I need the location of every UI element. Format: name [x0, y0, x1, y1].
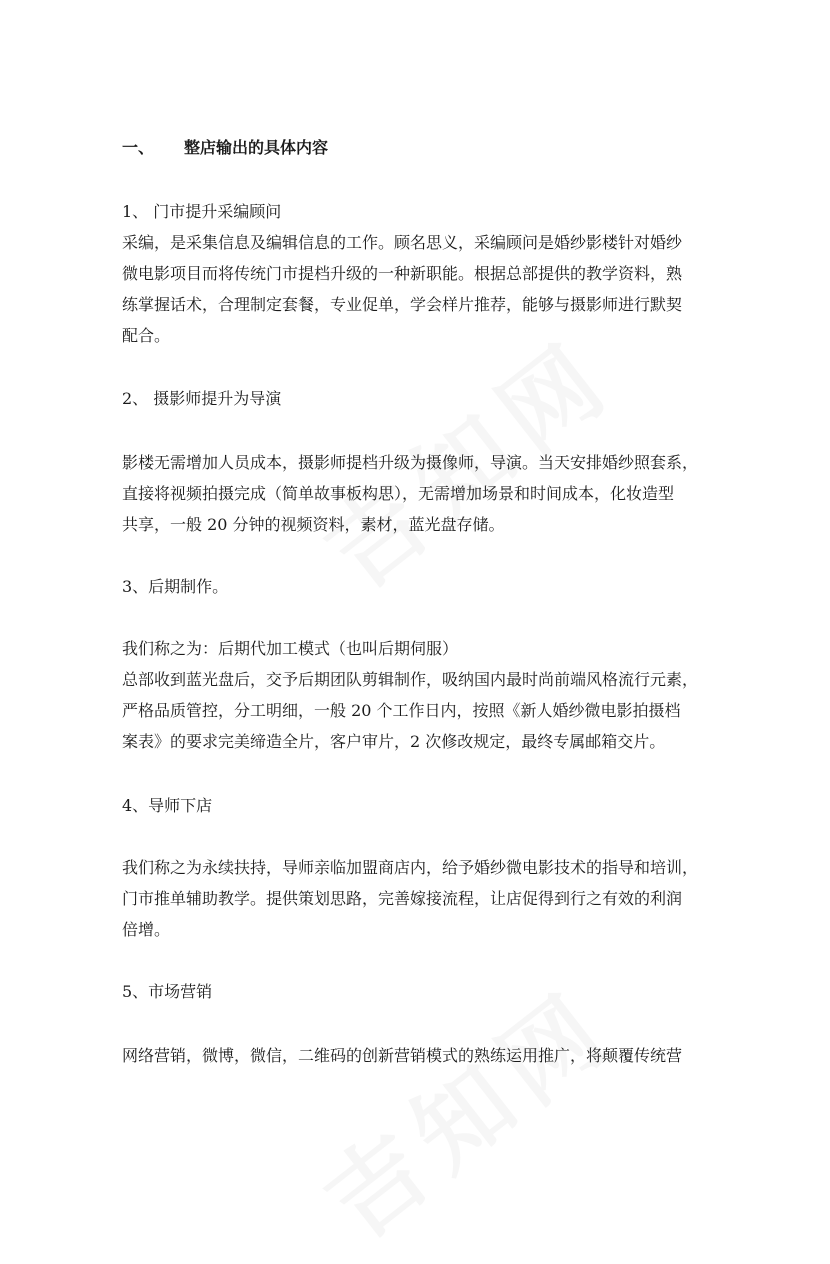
paragraph-line: 我们称之为永续扶持，导师亲临加盟商店内，给予婚纱微电影技术的指导和培训，	[122, 858, 699, 877]
subsection-title-5: 5、市场营销	[122, 982, 213, 1001]
subsection-title-4: 4、导师下店	[122, 796, 213, 815]
paragraph-line: 门市推单辅助教学。提供策划思路，完善嫁接流程，让店促得到行之有效的利润	[122, 889, 683, 908]
heading-title: 整店输出的具体内容	[184, 138, 329, 157]
paragraph-line: 直接将视频拍摄完成（简单故事板构思），无需增加场景和时间成本，化妆造型	[122, 484, 675, 503]
paragraph-line: 配合。	[122, 326, 171, 345]
paragraph-line: 微电影项目而将传统门市提档升级的一种新职能。根据总部提供的教学资料，熟	[122, 264, 683, 283]
paragraph-line: 我们称之为：后期代加工模式（也叫后期伺服）	[122, 639, 459, 658]
paragraph-line: 案表》的要求完美缔造全片，客户审片，2 次修改规定，最终专属邮箱交片。	[122, 732, 666, 751]
paragraph-line: 倍增。	[122, 920, 171, 939]
paragraph-line: 网络营销，微博，微信，二维码的创新营销模式的熟练运用推广，将颠覆传统营	[122, 1046, 683, 1065]
paragraph-line: 采编，是采集信息及编辑信息的工作。顾名思义，采编顾问是婚纱影楼针对婚纱	[122, 233, 683, 252]
subsection-title-2: 2、 摄影师提升为导演	[122, 389, 282, 408]
paragraph-line: 总部收到蓝光盘后，交予后期团队剪辑制作，吸纳国内最时尚前端风格流行元素，	[122, 670, 699, 689]
paragraph-line: 影楼无需增加人员成本，摄影师提档升级为摄像师，导演。当天安排婚纱照套系，	[122, 453, 699, 472]
heading-number: 一、	[122, 138, 155, 157]
paragraph-line: 共享，一般 20 分钟的视频资料，素材，蓝光盘存储。	[122, 515, 505, 534]
subsection-title-3: 3、后期制作。	[122, 577, 229, 596]
subsection-title-1: 1、 门市提升采编顾问	[122, 202, 282, 221]
paragraph-line: 严格品质管控，分工明细，一般 20 个工作日内，按照《新人婚纱微电影拍摄档	[122, 701, 681, 720]
paragraph-line: 练掌握话术，合理制定套餐，专业促单，学会样片推荐，能够与摄影师进行默契	[122, 295, 683, 314]
section-heading	[122, 136, 328, 160]
